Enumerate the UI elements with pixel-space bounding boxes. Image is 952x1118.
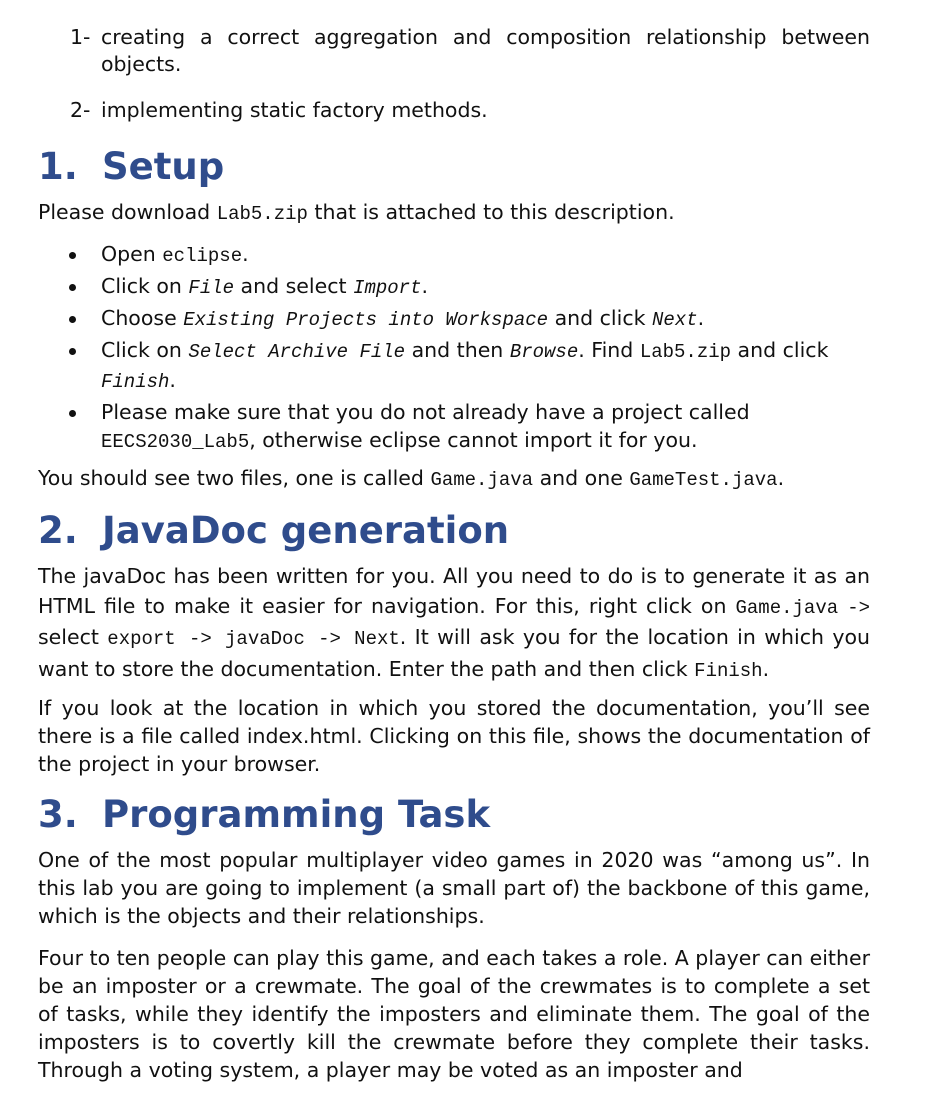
list-number: 1-	[70, 25, 91, 49]
text-run: .	[169, 368, 176, 392]
text-run: and click	[731, 338, 829, 362]
bullet-icon	[69, 316, 76, 323]
menu-name: Next	[651, 309, 698, 331]
text-run: .	[697, 306, 705, 330]
section-title: Programming Task	[102, 793, 491, 836]
objective-item-2	[70, 97, 870, 124]
text-run: Click on	[101, 338, 189, 362]
code-filename: Lab5.zip	[639, 341, 732, 363]
text-run: .	[421, 274, 429, 298]
list-item	[38, 240, 870, 270]
text-run: , otherwise eclipse cannot import it for you.	[249, 428, 698, 452]
text-run: and one	[533, 466, 630, 490]
section-heading-javadoc	[38, 510, 509, 552]
javadoc-paragraph-2: If you look at the location in which you stored the documentation, you’ll see there is a file called index.html. Clicking on this file, shows the documentation of the project in your browser.	[38, 696, 870, 776]
setup-intro	[38, 198, 870, 228]
text-run: . Find	[578, 338, 640, 362]
code-text: eclipse	[162, 245, 243, 267]
section-heading-task	[38, 794, 490, 836]
list-item	[38, 398, 870, 456]
text-run: You should see two files, one is called	[38, 466, 431, 490]
menu-name: Import	[353, 277, 422, 299]
text-run: and select	[234, 274, 354, 298]
objective-item-1	[70, 24, 870, 78]
list-number: 2-	[70, 98, 91, 122]
list-item	[38, 272, 870, 302]
section-heading-setup	[38, 146, 224, 188]
text-run: Open	[101, 242, 163, 266]
list-item	[38, 336, 870, 396]
setup-steps	[38, 240, 870, 458]
text-run: .	[242, 242, 249, 266]
task-paragraph-1: One of the most popular multiplayer video games in 2020 was “among us”. In this lab you are going to implement (a small part of) the backbone of this game, which is the objects and their relationships.	[38, 848, 870, 928]
bullet-icon	[69, 348, 76, 355]
menu-name: Existing Projects into Workspace	[183, 309, 549, 331]
list-item	[38, 304, 870, 334]
task-paragraph-2: Four to ten people can play this game, and each takes a role. A player can either be an imposter or a crewmate. The goal of the crewmates is to complete a set of tasks, while they identify the imposters and eliminate them. The goal of the imposters is to covertly kill the crewmate before they complete their tasks. Through a voting system, a player may be voted as an imposter and	[38, 946, 870, 1082]
bullet-icon	[69, 252, 76, 259]
code-text: ->	[847, 596, 870, 619]
bullet-icon	[69, 284, 76, 291]
code-filename: Game.java	[430, 469, 534, 491]
menu-name: Select Archive File	[188, 341, 406, 363]
menu-name: File	[188, 277, 235, 299]
javadoc-paragraph-1	[38, 562, 870, 686]
list-text: implementing static factory methods.	[101, 98, 488, 122]
code-filename: GameTest.java	[629, 469, 778, 491]
text-run: Please download	[38, 200, 217, 224]
bullet-icon	[69, 410, 76, 417]
section-title: Setup	[102, 145, 225, 188]
text-run: Choose	[101, 306, 184, 330]
setup-outro	[38, 464, 870, 494]
text-run: Please make sure that you do not already have a project called	[101, 400, 750, 424]
section-number: 3.	[38, 793, 78, 836]
text-run: .	[777, 466, 785, 490]
text-run: The javaDoc has been written for you. All you need to do is to generate it as an HTML file to make it easier for navigation. For this, right click on	[38, 564, 870, 618]
code-filename: Lab5.zip	[216, 203, 308, 225]
section-title: JavaDoc generation	[102, 509, 510, 552]
list-text: creating a correct aggregation and composition relationship between objects.	[101, 25, 870, 76]
text-run: that is attached to this description.	[307, 200, 675, 224]
text-run: select	[38, 625, 108, 649]
code-text: EECS2030_Lab5	[101, 431, 250, 453]
code-text: export -> javaDoc -> Next	[107, 628, 400, 650]
text-run: . It will ask you for the location in which you want to store the documentation. Enter the path and then click	[38, 625, 871, 681]
code-text: Finish	[694, 659, 763, 682]
menu-name: Finish	[101, 371, 170, 393]
text-run: Click on	[101, 274, 189, 298]
menu-name: Browse	[509, 341, 579, 363]
text-run: and click	[548, 306, 652, 330]
section-number: 2.	[38, 509, 78, 552]
text-run: and then	[405, 338, 510, 362]
code-filename: Game.java	[735, 596, 839, 619]
section-number: 1.	[38, 145, 78, 188]
text-run: .	[762, 656, 770, 681]
